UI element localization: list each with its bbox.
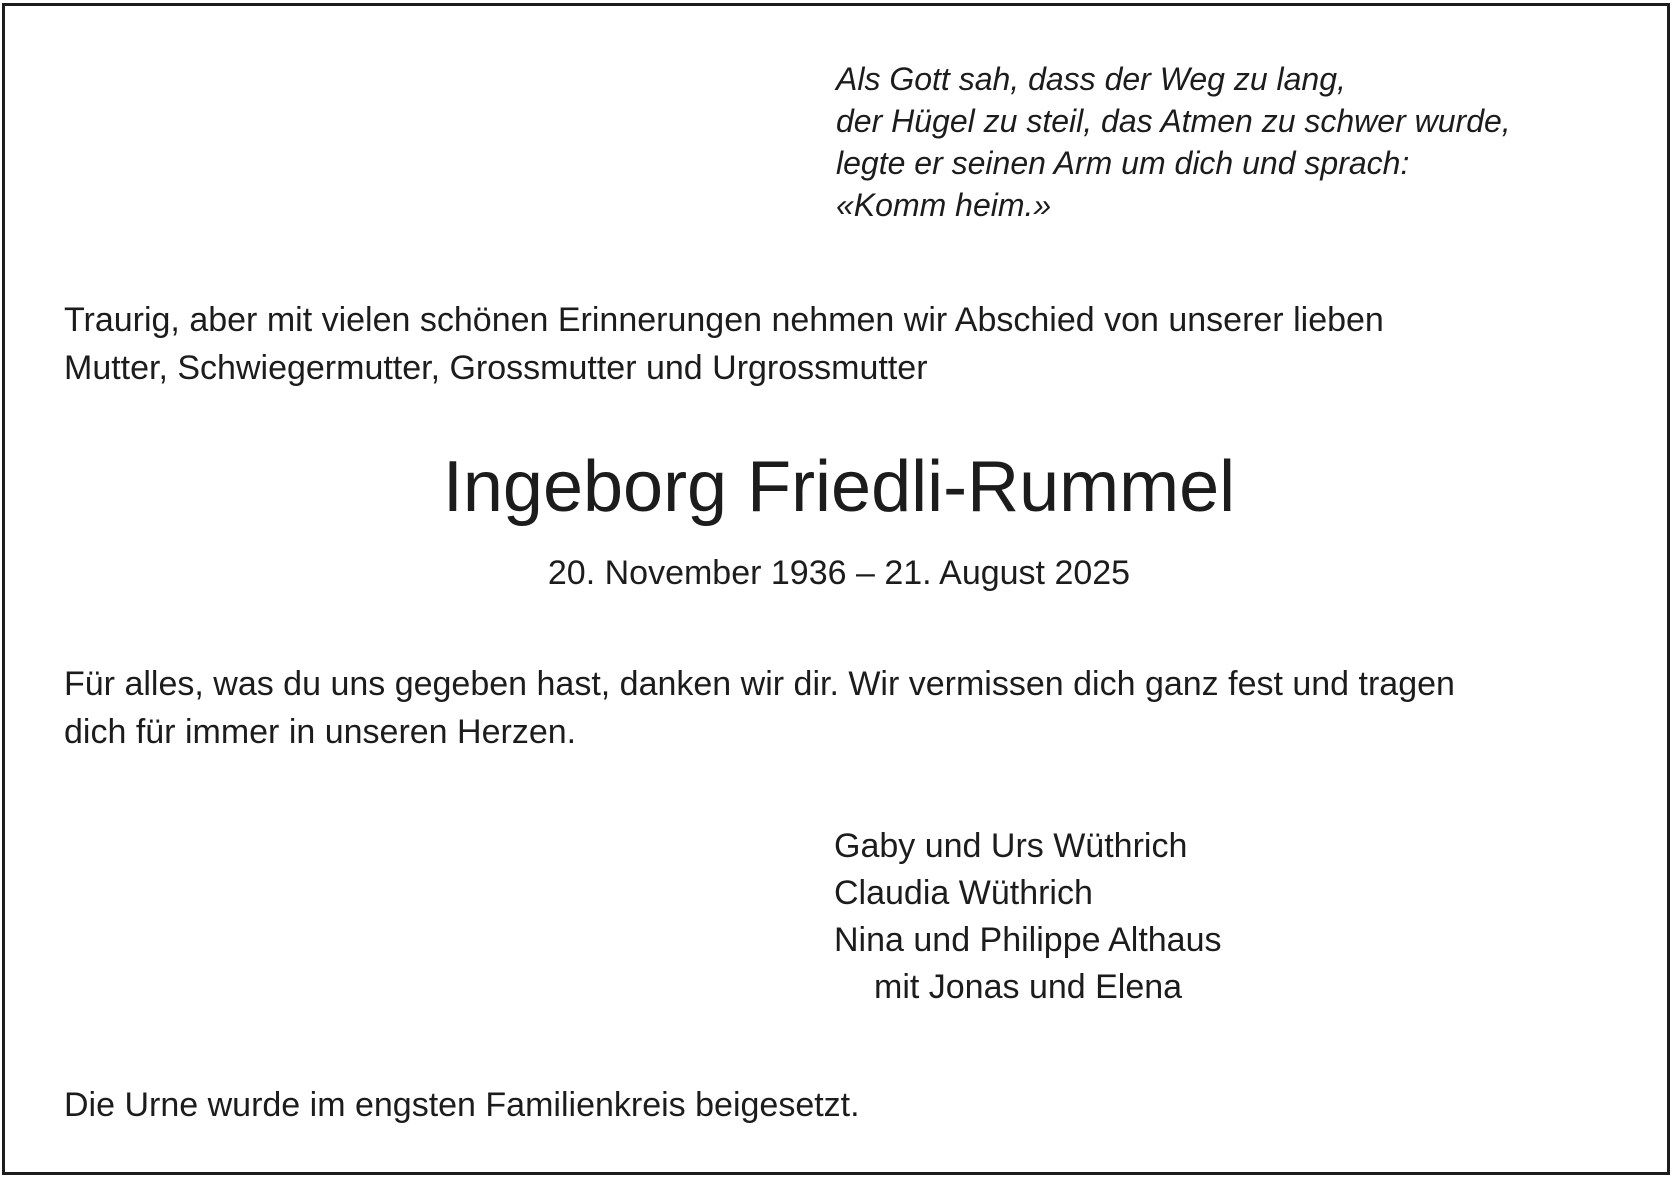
poem-line: Als Gott sah, dass der Weg zu lang, bbox=[836, 61, 1346, 97]
life-dates: 20. November 1936 – 21. August 2025 bbox=[547, 554, 1131, 592]
intro-line: Traurig, aber mit vielen schönen Erinnerungen nehmen wir Abschied von unserer lieben bbox=[64, 301, 1384, 339]
thanks-line: dich für immer in unseren Herzen. bbox=[64, 713, 577, 751]
mourner-entry: Claudia Wüthrich bbox=[834, 874, 1093, 912]
thanks-text bbox=[64, 660, 1624, 756]
poem-verse bbox=[836, 58, 1511, 226]
poem-line: der Hügel zu steil, das Atmen zu schwer wurde, bbox=[836, 103, 1511, 139]
thanks-line: Für alles, was du uns gegeben hast, danken wir dir. Wir vermissen dich ganz fest und tragen bbox=[64, 665, 1455, 703]
intro-line: Mutter, Schwiegermutter, Grossmutter und Urgrossmutter bbox=[64, 349, 928, 387]
intro-text bbox=[64, 296, 1624, 392]
mourner-entry: mit Jonas und Elena bbox=[874, 968, 1183, 1006]
closing-note: Die Urne wurde im engsten Familienkreis beigesetzt. bbox=[64, 1086, 860, 1124]
mourner-entry: Nina und Philippe Althaus bbox=[834, 921, 1222, 959]
deceased-name: Ingeborg Friedli-Rummel bbox=[442, 447, 1236, 527]
poem-line: «Komm heim.» bbox=[836, 187, 1052, 223]
mourner-entry: Gaby und Urs Wüthrich bbox=[834, 827, 1188, 865]
poem-line: legte er seinen Arm um dich und sprach: bbox=[836, 145, 1410, 181]
mourners-list bbox=[834, 823, 1222, 1011]
